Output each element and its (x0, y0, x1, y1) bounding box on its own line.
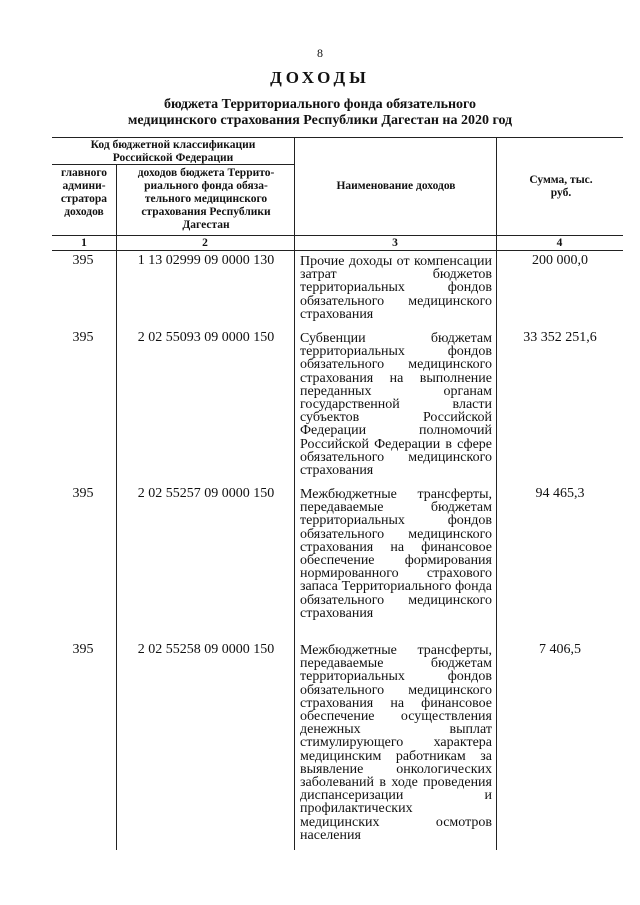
row-1-sum: 200 000,0 (532, 253, 588, 268)
header-sum: Сумма, тыс. руб. (529, 174, 593, 199)
column-divider-1 (116, 164, 117, 850)
row-3-income-code: 2 02 55257 09 0000 150 (137, 486, 275, 501)
row-2-admin-code: 395 (72, 330, 94, 345)
subtitle-line-1: бюджета Территориального фонда обязательного (163, 97, 477, 112)
page-number: 8 (317, 46, 323, 60)
row-3-admin-code: 395 (72, 486, 94, 501)
column-number-row-border (52, 250, 623, 251)
row-1-admin-code: 395 (72, 253, 94, 268)
row-4-income-name: Межбюджетные трансферты, передаваемые бюджетам территориальных фондов обязательного медицинского страхования на финансовое обеспечение осуществления денежных выплат стимулирующего характера медицинским работникам за выявление онкологических заболеваний в ходе проведения диспансеризации и профилактических медицинских осмотров населения (300, 643, 492, 843)
row-2-income-code: 2 02 55093 09 0000 150 (137, 330, 275, 345)
header-name: Наименование доходов (336, 180, 456, 192)
header-income-code: доходов бюджета Террито-риального фонда обяза-тельного медицинского страхования Республики Дагестан (137, 167, 275, 231)
row-1-income-name: Прочие доходы от компенсации затрат бюджетов территориальных фондов обязательного медицинского страхования (300, 254, 492, 322)
row-4-income-code: 2 02 55258 09 0000 150 (137, 642, 275, 657)
column-number-3: 3 (392, 237, 398, 249)
row-4-sum: 7 406,5 (539, 642, 581, 657)
row-4-admin-code: 395 (72, 642, 94, 657)
row-1-income-code: 1 13 02999 09 0000 130 (137, 253, 275, 268)
column-number-4: 4 (556, 237, 563, 249)
row-2-income-name: Субвенции бюджетам территориальных фондов обязательного медицинского страхования на выполнение переданных органам государственной власти субъектов Российской Федерации полномочий Российской Федерации в сфере обязательного медицинского страхования (300, 331, 492, 479)
row-2-sum: 33 352 251,6 (523, 330, 597, 345)
document-subtitle (0, 97, 640, 129)
header-bottom-border (52, 235, 623, 236)
document-title: ДОХОДЫ (270, 68, 370, 87)
row-3-sum: 94 465,3 (535, 486, 585, 501)
header-classification: Код бюджетной классификации Российской Федерации (90, 139, 256, 164)
subtitle-line-2: медицинского страхования Республики Дагестан на 2020 год (127, 113, 513, 128)
row-3-income-name: Межбюджетные трансферты, передаваемые бюджетам территориальных фондов обязательного медицинского страхования на финансовое обеспечение формирования нормированного страхового запаса Территориального фонда обязательного медицинского страхования (300, 487, 492, 621)
table-top-border (52, 137, 623, 138)
column-number-2: 2 (202, 237, 208, 249)
column-number-1: 1 (81, 237, 87, 249)
header-admin: главного админи-стратора доходов (60, 167, 108, 218)
